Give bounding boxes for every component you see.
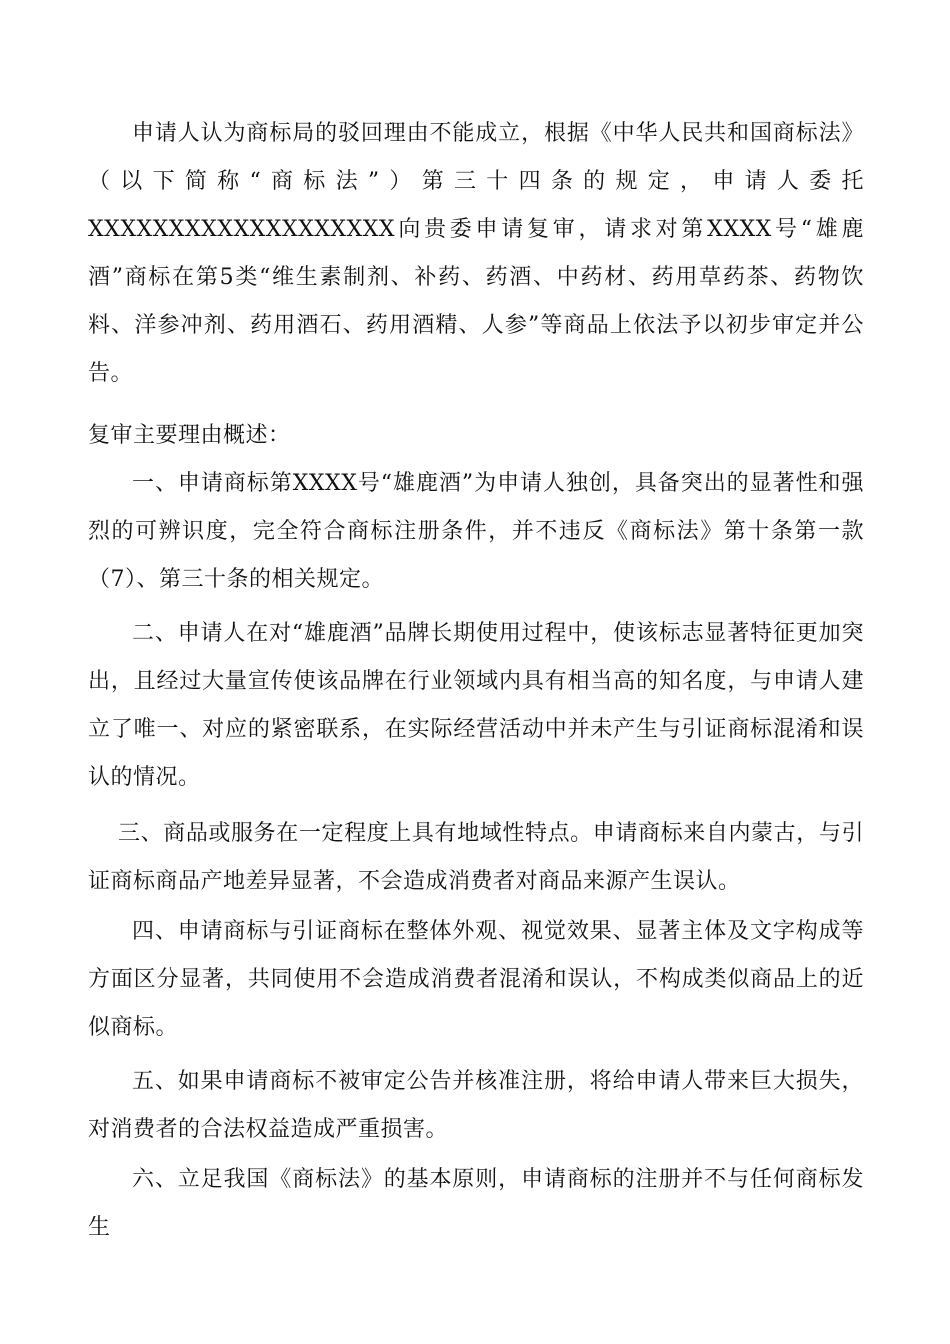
paragraph-reason-3: 三、商品或服务在一定程度上具有地域性特点。申请商标来自内蒙古，与引证商标商品产地差异显著，不会造成消费者对商品来源产生误认。 — [88, 821, 864, 894]
paragraph-reason-4: 四、申请商标与引证商标在整体外观、视觉效果、显著主体及文字构成等方面区分显著，共同使用不会造成消费者混淆和误认，不构成类似商品上的近似商标。 — [88, 919, 864, 1040]
paragraph-reason-6: 六、立足我国《商标法》的基本原则，申请商标的注册并不与任何商标发生 — [88, 1167, 864, 1240]
paragraph-reason-1: 一、申请商标第XXXX号“雄鹿酒”为申请人独创，具备突出的显著性和强烈的可辨识度，完全符合商标注册条件，并不违反《商标法》第十条第一款（7）、第三十条的相关规定。 — [88, 471, 864, 592]
paragraph-reason-5: 五、如果申请商标不被审定公告并核准注册，将给申请人带来巨大损失，对消费者的合法权益造成严重损害。 — [88, 1069, 864, 1142]
paragraph-summary-heading: 复审主要理由概述： — [88, 423, 291, 448]
paragraph-request: 申请人认为商标局的驳回理由不能成立，根据《中华人民共和国商标法》（以下简称“商标法”）第三十四条的规定，申请人委托XXXXXXXXXXXXXXXXXXX向贵委申请复审，请求对第XXXX号“雄鹿酒”商标在第5类“维生素制剂、补药、药酒、中药材、药用草药茶、药物饮料、洋参冲剂、药用酒石、药用酒精、人参”等商品上依法予以初步审定并公告。 — [88, 121, 864, 386]
paragraph-reason-2: 二、申请人在对“雄鹿酒”品牌长期使用过程中，使该标志显著特征更加突出，且经过大量宣传使该品牌在行业领域内具有相当高的知名度，与申请人建立了唯一、对应的紧密联系，在实际经营活动中并未产生与引证商标混淆和误认的情况。 — [88, 621, 864, 790]
